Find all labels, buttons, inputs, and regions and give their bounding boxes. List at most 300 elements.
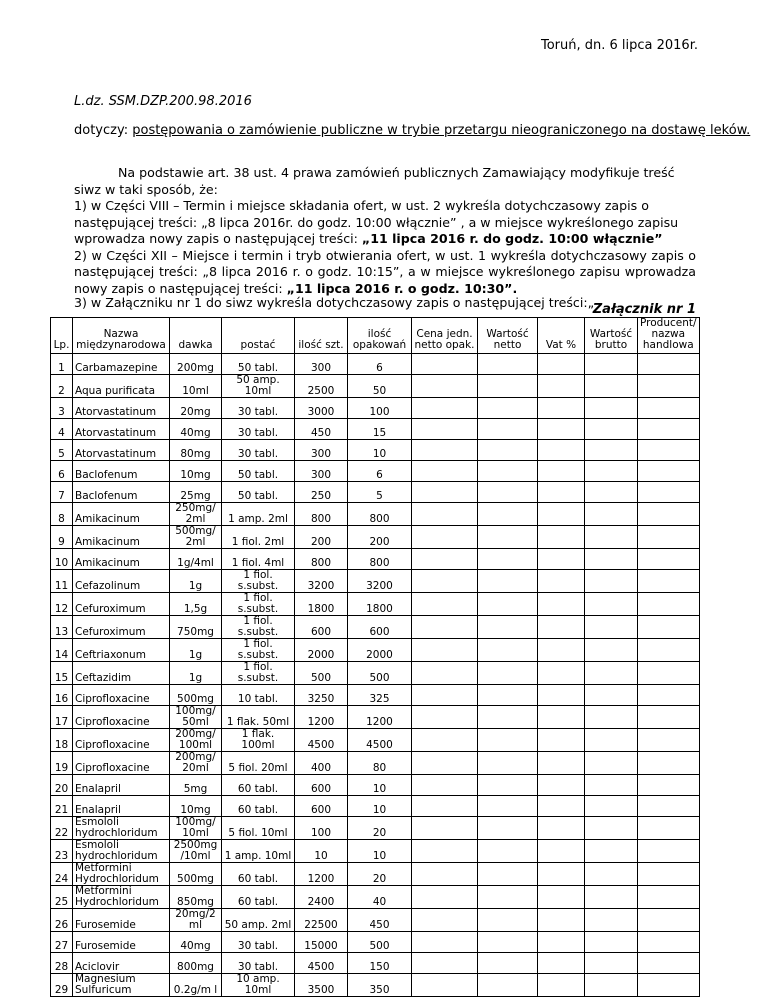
- cell-unit-price[interactable]: [412, 909, 478, 932]
- cell-producer[interactable]: [638, 526, 700, 549]
- cell-unit-price[interactable]: [412, 482, 478, 503]
- cell-net-value[interactable]: [478, 549, 538, 570]
- cell-unit-price[interactable]: [412, 974, 478, 997]
- cell-dose: 200mg/ 100ml: [170, 729, 222, 752]
- table-row: [51, 909, 700, 932]
- cell-vat[interactable]: [538, 639, 585, 662]
- cell-dose: 1g: [170, 639, 222, 662]
- cell-gross-value[interactable]: [585, 932, 638, 953]
- cell-net-value[interactable]: [478, 752, 538, 775]
- cell-form: 50 amp. 2ml: [222, 909, 295, 932]
- cell-dose: 10mg: [170, 461, 222, 482]
- cell-gross-value[interactable]: [585, 886, 638, 909]
- cell-gross-value[interactable]: [585, 549, 638, 570]
- cell-name: Magnesium Sulfuricum: [73, 974, 170, 997]
- cell-producer[interactable]: [638, 616, 700, 639]
- cell-name: Cefazolinum: [73, 570, 170, 593]
- cell-name: Cefuroximum: [73, 593, 170, 616]
- cell-vat[interactable]: [538, 953, 585, 974]
- cell-unit-price[interactable]: [412, 570, 478, 593]
- table-row: [51, 526, 700, 549]
- cell-gross-value[interactable]: [585, 953, 638, 974]
- cell-gross-value[interactable]: [585, 729, 638, 752]
- paragraph-1: [74, 198, 696, 248]
- cell-name: Aciclovir: [73, 953, 170, 974]
- cell-vat[interactable]: [538, 549, 585, 570]
- cell-lp: 12: [51, 593, 73, 616]
- cell-form: 1 fiol. s.subst.: [222, 570, 295, 593]
- cell-qty: 4500: [295, 729, 348, 752]
- table-row: [51, 570, 700, 593]
- cell-qty: 800: [295, 503, 348, 526]
- cell-dose: 500mg: [170, 685, 222, 706]
- cell-vat[interactable]: [538, 729, 585, 752]
- cell-producer[interactable]: [638, 570, 700, 593]
- cell-gross-value[interactable]: [585, 752, 638, 775]
- cell-gross-value[interactable]: [585, 570, 638, 593]
- cell-vat[interactable]: [538, 775, 585, 796]
- cell-vat[interactable]: [538, 863, 585, 886]
- cell-gross-value[interactable]: [585, 375, 638, 398]
- cell-dose: 20mg/2 ml: [170, 909, 222, 932]
- cell-lp: 1: [51, 354, 73, 375]
- cell-gross-value[interactable]: [585, 503, 638, 526]
- table-row: [51, 662, 700, 685]
- cell-producer[interactable]: [638, 706, 700, 729]
- cell-qty: 4500: [295, 953, 348, 974]
- cell-name: Metformini Hydrochloridum: [73, 886, 170, 909]
- cell-net-value[interactable]: [478, 932, 538, 953]
- cell-qty: 450: [295, 419, 348, 440]
- cell-qty: 3000: [295, 398, 348, 419]
- cell-producer[interactable]: [638, 863, 700, 886]
- cell-producer[interactable]: [638, 482, 700, 503]
- cell-producer[interactable]: [638, 752, 700, 775]
- cell-net-value[interactable]: [478, 570, 538, 593]
- table-row: [51, 482, 700, 503]
- cell-net-value[interactable]: [478, 526, 538, 549]
- cell-qty: 22500: [295, 909, 348, 932]
- cell-vat[interactable]: [538, 461, 585, 482]
- cell-producer[interactable]: [638, 953, 700, 974]
- cell-name: Furosemide: [73, 909, 170, 932]
- cell-unit-price[interactable]: [412, 729, 478, 752]
- cell-net-value[interactable]: [478, 482, 538, 503]
- cell-unit-price[interactable]: [412, 461, 478, 482]
- cell-unit-price[interactable]: [412, 503, 478, 526]
- cell-packs: 20: [348, 817, 412, 840]
- cell-form: 1 fiol. 4ml: [222, 549, 295, 570]
- cell-producer[interactable]: [638, 549, 700, 570]
- cell-lp: 16: [51, 685, 73, 706]
- table-row: [51, 974, 700, 997]
- cell-unit-price[interactable]: [412, 616, 478, 639]
- cell-producer[interactable]: [638, 932, 700, 953]
- paragraph-2: [74, 248, 696, 298]
- table-row: [51, 796, 700, 817]
- cell-packs: 40: [348, 886, 412, 909]
- cell-lp: 14: [51, 639, 73, 662]
- cell-producer[interactable]: [638, 354, 700, 375]
- cell-form: 60 tabl.: [222, 796, 295, 817]
- cell-form: 5 fiol. 10ml: [222, 817, 295, 840]
- cell-form: 1 amp. 10ml: [222, 840, 295, 863]
- cell-vat[interactable]: [538, 796, 585, 817]
- cell-packs: 6: [348, 461, 412, 482]
- cell-net-value[interactable]: [478, 440, 538, 461]
- cell-net-value[interactable]: [478, 886, 538, 909]
- cell-unit-price[interactable]: [412, 526, 478, 549]
- cell-form: 10 tabl.: [222, 685, 295, 706]
- cell-name: Cefuroximum: [73, 616, 170, 639]
- subject-text: postępowania o zamówienie publiczne w trybie przetargu nieograniczonego na dostawę leków.: [132, 123, 751, 138]
- table-row: [51, 419, 700, 440]
- cell-net-value[interactable]: [478, 662, 538, 685]
- cell-dose: 40mg: [170, 419, 222, 440]
- cell-vat[interactable]: [538, 752, 585, 775]
- cell-packs: 6: [348, 354, 412, 375]
- cell-producer[interactable]: [638, 375, 700, 398]
- cell-unit-price[interactable]: [412, 932, 478, 953]
- cell-packs: 150: [348, 953, 412, 974]
- cell-vat[interactable]: [538, 909, 585, 932]
- cell-net-value[interactable]: [478, 953, 538, 974]
- cell-net-value[interactable]: [478, 974, 538, 997]
- cell-unit-price[interactable]: [412, 840, 478, 863]
- header-dose: dawka: [170, 318, 222, 354]
- cell-net-value[interactable]: [478, 616, 538, 639]
- cell-lp: 15: [51, 662, 73, 685]
- cell-producer[interactable]: [638, 685, 700, 706]
- cell-vat[interactable]: [538, 570, 585, 593]
- cell-producer[interactable]: [638, 419, 700, 440]
- cell-unit-price[interactable]: [412, 375, 478, 398]
- cell-dose: 0.2g/m l: [170, 974, 222, 997]
- cell-producer[interactable]: [638, 974, 700, 997]
- table-row: [51, 932, 700, 953]
- cell-unit-price[interactable]: [412, 796, 478, 817]
- cell-gross-value[interactable]: [585, 840, 638, 863]
- cell-packs: 10: [348, 775, 412, 796]
- cell-unit-price[interactable]: [412, 706, 478, 729]
- cell-vat[interactable]: [538, 354, 585, 375]
- cell-vat[interactable]: [538, 503, 585, 526]
- cell-net-value[interactable]: [478, 909, 538, 932]
- cell-net-value[interactable]: [478, 729, 538, 752]
- cell-qty: 200: [295, 526, 348, 549]
- cell-net-value[interactable]: [478, 398, 538, 419]
- table-row: [51, 886, 700, 909]
- cell-lp: 7: [51, 482, 73, 503]
- cell-unit-price[interactable]: [412, 354, 478, 375]
- cell-dose: 40mg: [170, 932, 222, 953]
- cell-vat[interactable]: [538, 840, 585, 863]
- header-packs: ilość opakowań: [348, 318, 412, 354]
- cell-vat[interactable]: [538, 974, 585, 997]
- cell-net-value[interactable]: [478, 706, 538, 729]
- cell-producer[interactable]: [638, 796, 700, 817]
- cell-lp: 8: [51, 503, 73, 526]
- cell-lp: 19: [51, 752, 73, 775]
- cell-gross-value[interactable]: [585, 775, 638, 796]
- table-row: [51, 817, 700, 840]
- cell-vat[interactable]: [538, 817, 585, 840]
- cell-packs: 325: [348, 685, 412, 706]
- cell-net-value[interactable]: [478, 419, 538, 440]
- cell-net-value[interactable]: [478, 685, 538, 706]
- intro-line-1: Na podstawie art. 38 ust. 4 prawa zamówień publicznych Zamawiający modyfikuje treść: [118, 165, 675, 180]
- cell-net-value[interactable]: [478, 863, 538, 886]
- cell-producer[interactable]: [638, 662, 700, 685]
- cell-producer[interactable]: [638, 639, 700, 662]
- cell-name: Ceftriaxonum: [73, 639, 170, 662]
- cell-packs: 10: [348, 840, 412, 863]
- cell-packs: 3200: [348, 570, 412, 593]
- cell-qty: 3250: [295, 685, 348, 706]
- cell-qty: 300: [295, 440, 348, 461]
- cell-lp: 2: [51, 375, 73, 398]
- cell-qty: 300: [295, 461, 348, 482]
- cell-gross-value[interactable]: [585, 796, 638, 817]
- cell-qty: 3500: [295, 974, 348, 997]
- cell-form: 1 flak. 50ml: [222, 706, 295, 729]
- cell-gross-value[interactable]: [585, 863, 638, 886]
- cell-lp: 25: [51, 886, 73, 909]
- cell-packs: 100: [348, 398, 412, 419]
- cell-gross-value[interactable]: [585, 419, 638, 440]
- cell-dose: 10ml: [170, 375, 222, 398]
- cell-producer[interactable]: [638, 440, 700, 461]
- cell-net-value[interactable]: [478, 461, 538, 482]
- header-qty: ilość szt.: [295, 318, 348, 354]
- cell-qty: 1800: [295, 593, 348, 616]
- table-row: [51, 752, 700, 775]
- subject-prefix: dotyczy:: [74, 123, 133, 138]
- cell-lp: 4: [51, 419, 73, 440]
- cell-form: 50 tabl.: [222, 461, 295, 482]
- cell-lp: 5: [51, 440, 73, 461]
- cell-gross-value[interactable]: [585, 616, 638, 639]
- cell-lp: 3: [51, 398, 73, 419]
- medicine-table: [50, 317, 700, 997]
- cell-form: 30 tabl.: [222, 440, 295, 461]
- cell-vat[interactable]: [538, 886, 585, 909]
- table-row: [51, 503, 700, 526]
- header-net-value: Wartość netto: [478, 318, 538, 354]
- cell-packs: 800: [348, 549, 412, 570]
- cell-producer[interactable]: [638, 398, 700, 419]
- cell-packs: 20: [348, 863, 412, 886]
- cell-vat[interactable]: [538, 440, 585, 461]
- cell-qty: 400: [295, 752, 348, 775]
- body-text: [74, 165, 696, 297]
- paragraph-2-bold: „11 lipca 2016 r. o godz. 10:30”.: [286, 280, 518, 296]
- cell-gross-value[interactable]: [585, 526, 638, 549]
- cell-dose: 5mg: [170, 775, 222, 796]
- cell-packs: 80: [348, 752, 412, 775]
- cell-lp: 23: [51, 840, 73, 863]
- cell-producer[interactable]: [638, 840, 700, 863]
- cell-name: Ciprofloxacine: [73, 706, 170, 729]
- place-date: Toruń, dn. 6 lipca 2016r.: [540, 38, 698, 53]
- cell-gross-value[interactable]: [585, 593, 638, 616]
- cell-dose: 250mg/ 2ml: [170, 503, 222, 526]
- cell-producer[interactable]: [638, 503, 700, 526]
- cell-net-value[interactable]: [478, 775, 538, 796]
- cell-unit-price[interactable]: [412, 685, 478, 706]
- cell-name: Amikacinum: [73, 526, 170, 549]
- cell-producer[interactable]: [638, 909, 700, 932]
- cell-unit-price[interactable]: [412, 593, 478, 616]
- cell-lp: 24: [51, 863, 73, 886]
- paragraph-1-bold: „11 lipca 2016 r. do godz. 10:00 włącznie”: [361, 231, 663, 246]
- cell-vat[interactable]: [538, 616, 585, 639]
- cell-form: 1 amp. 2ml: [222, 503, 295, 526]
- cell-packs: 15: [348, 419, 412, 440]
- header-producer: Producent/ nazwa handlowa: [638, 318, 700, 354]
- cell-name: Ciprofloxacine: [73, 685, 170, 706]
- cell-unit-price[interactable]: [412, 817, 478, 840]
- cell-lp: 20: [51, 775, 73, 796]
- cell-lp: 13: [51, 616, 73, 639]
- cell-unit-price[interactable]: [412, 886, 478, 909]
- cell-dose: 1g/4ml: [170, 549, 222, 570]
- cell-name: Ceftazidim: [73, 662, 170, 685]
- cell-name: Atorvastatinum: [73, 440, 170, 461]
- cell-lp: 9: [51, 526, 73, 549]
- cell-form: 1 fiol. 2ml: [222, 526, 295, 549]
- cell-unit-price[interactable]: [412, 953, 478, 974]
- table-row: [51, 863, 700, 886]
- cell-vat[interactable]: [538, 526, 585, 549]
- cell-vat[interactable]: [538, 375, 585, 398]
- cell-net-value[interactable]: [478, 503, 538, 526]
- cell-net-value[interactable]: [478, 593, 538, 616]
- cell-vat[interactable]: [538, 482, 585, 503]
- cell-unit-price[interactable]: [412, 863, 478, 886]
- table-row: [51, 375, 700, 398]
- cell-dose: 2500mg /10ml: [170, 840, 222, 863]
- cell-dose: 80mg: [170, 440, 222, 461]
- cell-producer[interactable]: [638, 461, 700, 482]
- cell-net-value[interactable]: [478, 817, 538, 840]
- cell-vat[interactable]: [538, 932, 585, 953]
- cell-packs: 500: [348, 932, 412, 953]
- cell-name: Carbamazepine: [73, 354, 170, 375]
- header-vat: Vat %: [538, 318, 585, 354]
- header-gross-value: Wartość brutto: [585, 318, 638, 354]
- cell-packs: 1200: [348, 706, 412, 729]
- cell-vat[interactable]: [538, 593, 585, 616]
- cell-gross-value[interactable]: [585, 440, 638, 461]
- cell-producer[interactable]: [638, 729, 700, 752]
- cell-vat[interactable]: [538, 419, 585, 440]
- paragraph-3: 3) w Załączniku nr 1 do siwz wykreśla dotychczasowy zapis o następującej treści:„: [74, 295, 595, 310]
- header-name: Nazwa międzynarodowa: [73, 318, 170, 354]
- cell-form: 30 tabl.: [222, 932, 295, 953]
- cell-net-value[interactable]: [478, 354, 538, 375]
- cell-gross-value[interactable]: [585, 398, 638, 419]
- cell-unit-price[interactable]: [412, 440, 478, 461]
- cell-unit-price[interactable]: [412, 775, 478, 796]
- cell-net-value[interactable]: [478, 639, 538, 662]
- cell-gross-value[interactable]: [585, 461, 638, 482]
- cell-packs: 5: [348, 482, 412, 503]
- cell-packs: 600: [348, 616, 412, 639]
- cell-gross-value[interactable]: [585, 706, 638, 729]
- cell-unit-price[interactable]: [412, 398, 478, 419]
- cell-gross-value[interactable]: [585, 482, 638, 503]
- cell-dose: 800mg: [170, 953, 222, 974]
- cell-packs: 200: [348, 526, 412, 549]
- cell-lp: 17: [51, 706, 73, 729]
- cell-gross-value[interactable]: [585, 909, 638, 932]
- cell-form: 50 amp. 10ml: [222, 375, 295, 398]
- cell-form: 50 tabl.: [222, 354, 295, 375]
- cell-unit-price[interactable]: [412, 419, 478, 440]
- cell-gross-value[interactable]: [585, 354, 638, 375]
- cell-packs: 800: [348, 503, 412, 526]
- cell-dose: 100mg/ 10ml: [170, 817, 222, 840]
- cell-lp: 10: [51, 549, 73, 570]
- cell-vat[interactable]: [538, 398, 585, 419]
- cell-qty: 500: [295, 662, 348, 685]
- cell-net-value[interactable]: [478, 796, 538, 817]
- cell-dose: 200mg/ 20ml: [170, 752, 222, 775]
- table-row: [51, 953, 700, 974]
- cell-unit-price[interactable]: [412, 662, 478, 685]
- cell-dose: 850mg: [170, 886, 222, 909]
- cell-producer[interactable]: [638, 775, 700, 796]
- cell-gross-value[interactable]: [585, 685, 638, 706]
- cell-qty: 600: [295, 796, 348, 817]
- cell-unit-price[interactable]: [412, 752, 478, 775]
- cell-producer[interactable]: [638, 817, 700, 840]
- cell-gross-value[interactable]: [585, 974, 638, 997]
- cell-vat[interactable]: [538, 685, 585, 706]
- cell-qty: 2500: [295, 375, 348, 398]
- cell-dose: 1g: [170, 662, 222, 685]
- cell-vat[interactable]: [538, 662, 585, 685]
- cell-producer[interactable]: [638, 886, 700, 909]
- cell-vat[interactable]: [538, 706, 585, 729]
- cell-form: 60 tabl.: [222, 863, 295, 886]
- cell-qty: 15000: [295, 932, 348, 953]
- cell-gross-value[interactable]: [585, 639, 638, 662]
- table-row: [51, 549, 700, 570]
- header-lp: Lp.: [51, 318, 73, 354]
- cell-form: 1 fiol. s.subst.: [222, 616, 295, 639]
- cell-gross-value[interactable]: [585, 817, 638, 840]
- cell-unit-price[interactable]: [412, 549, 478, 570]
- table-row: [51, 398, 700, 419]
- cell-gross-value[interactable]: [585, 662, 638, 685]
- cell-net-value[interactable]: [478, 840, 538, 863]
- cell-producer[interactable]: [638, 593, 700, 616]
- cell-net-value[interactable]: [478, 375, 538, 398]
- reference-number: L.dz. SSM.DZP.200.98.2016: [74, 94, 252, 109]
- cell-name: Enalapril: [73, 796, 170, 817]
- cell-form: 1 fiol. s.subst.: [222, 593, 295, 616]
- cell-form: 5 fiol. 20ml: [222, 752, 295, 775]
- cell-unit-price[interactable]: [412, 639, 478, 662]
- cell-form: 30 tabl.: [222, 419, 295, 440]
- cell-qty: 800: [295, 549, 348, 570]
- cell-qty: 250: [295, 482, 348, 503]
- cell-packs: 500: [348, 662, 412, 685]
- cell-packs: 10: [348, 440, 412, 461]
- cell-dose: 500mg: [170, 863, 222, 886]
